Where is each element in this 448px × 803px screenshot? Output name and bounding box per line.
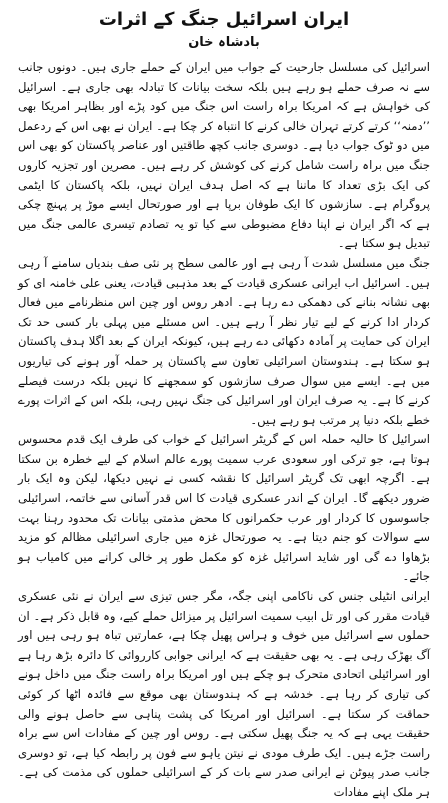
article-title: ایران اسرائیل جنگ کے اثرات	[98, 9, 350, 30]
paragraph-2: جنگ میں مسلسل شدت آ رہی ہے اور عالمی سطح پر نئی صف بندیاں سامنے آ رہی ہیں۔ اسرائیل اب ایرانی عسکری قیادت کے بعد مذہبی قیادت، یعنی علی خامنہ ای کو بھی نشانہ بنانے کی دھمکی دے رہا ہے۔ ادھر روس اور چین اس منظرنامے میں فعال کردار ادا کرنے کے لیے تیار نظر آ رہے ہیں۔ اس مسئلے میں پہلی بار کسی حد تک ایران کی حمایت پر آمادہ دکھائی دے رہے ہیں، کیونکہ ایران کے بعد اگلا ہدف پاکستان ہو سکتا ہے۔ ہندوستان اسرائیلی تعاون سے پاکستان پر حملہ آور ہونے کی تیاریوں میں ہے۔ ایسے میں سوال صرف سازشوں کو سمجھنے کا نہیں بلکہ درست فیصلے کرنے کا ہے۔ یہ صرف ایران اور اسرائیل کی جنگ نہیں رہی، بلکہ اس کے اثرات پورے خطے بلکہ دنیا پر مرتب ہو رہے ہیں۔	[18, 255, 430, 427]
paragraph-1: اسرائیل کی مسلسل جارحیت کے جواب میں ایران کے حملے جاری ہیں۔ دونوں جانب سے نہ صرف حملے ہو رہے ہیں بلکہ سخت بیانات کا تبادلہ بھی جاری ہے۔ اسرائیل کی خواہش ہے کہ امریکا براہ راست اس جنگ میں کود پڑے اور بظاہر امریکا بھی ’’دمنہ‘‘ کرتے کرتے تہران خالی کرنے کا انتباہ کر چکا ہے۔ ایران نے بھی اس کے ردعمل میں دو ٹوک جواب دیا ہے۔ دوسری جانب کچھ طاقتیں اور عناصر پاکستان کو بھی اس جنگ میں براہ راست شامل کرنے کی کوشش کر رہے ہیں۔ مصرین اور تجزیہ کاروں کی ایک بڑی تعداد کا ماننا ہے کہ اصل ہدف ایران نہیں، بلکہ پاکستان کا ایٹمی پروگرام ہے۔ سازشوں کا ایک طوفان برپا ہے اور صورتحال ایسے موڑ پر پہنچ چکی ہے کہ اگر ایران نے اپنا دفاع مضبوطی سے کیا تو یہ تصادم تیسری عالمی جنگ میں تبدیل ہو سکتا ہے۔	[18, 60, 430, 251]
author-byline: بادشاہ خان	[188, 35, 260, 50]
paragraph-3: اسرائیل کا حالیہ حملہ اس کے گریٹر اسرائیل کے خواب کی طرف ایک قدم محسوس ہوتا ہے، جو ترکی اور سعودی عرب سمیت پورے عالم اسلام کے لیے خطرہ بن سکتا ہے۔ اگرچہ ابھی تک گریٹر اسرائیل کا نقشہ کسی نے نہیں دیکھا، لیکن وہ ایک بار ضرور دیکھے گا۔ ایران کے اندر عسکری قیادت کا اس قدر آسانی سے خاتمہ، اسرائیلی جاسوسوں کا کردار اور عرب حکمرانوں کا محض مذمتی بیانات تک محدود رہنا بہت سے سوالات کو جنم دیتا ہے۔ یہ صورتحال غزہ میں جاری اسرائیلی مظالم کو مزید بڑھاوا دے گی اور شاید اسرائیل غزہ کو مکمل طور پر خالی کرانے میں کامیاب ہو جائے۔	[18, 432, 430, 584]
paragraph-4: ایرانی انٹیلی جنس کی ناکامی اپنی جگہ، مگر جس تیزی سے ایران نے نئی عسکری قیادت مقرر کی اور تل ابیب سمیت اسرائیل پر میزائل حملے کیے، وہ قابل ذکر ہے۔ ان حملوں سے اسرائیل میں خوف و ہراس پھیل چکا ہے، عمارتیں تباہ ہو رہی ہیں اور آگ بھڑک رہی ہے۔ یہ بھی حقیقت ہے کہ ایرانی جوابی کارروائی کا دائرہ بڑھ رہا ہے اور اسرائیلی اتحادی متحرک ہو چکے ہیں اور امریکا براہ راست جنگ میں داخل ہونے کی تیاری کر رہا ہے۔ خدشہ ہے کہ ہندوستان بھی موقع سے فائدہ اٹھا کر کوئی حماقت کر سکتا ہے۔ اسرائیل اور امریکا کی پشت پناہی سے حاصل ہونے والی حقیقت یہی ہے کہ یہ جنگ پھیل سکتی ہے۔ روس اور چین کے مفادات اس سے براہ راست جڑے ہیں۔ ایک طرف مودی نے نیتن یاہو سے فون پر رابطہ کیا ہے، تو دوسری جانب صدر پیوٹن نے ایرانی صدر سے بات کر کے اسرائیلی حملوں کی مذمت کی ہے۔ ہر ملک اپنے مفادات	[18, 589, 430, 799]
